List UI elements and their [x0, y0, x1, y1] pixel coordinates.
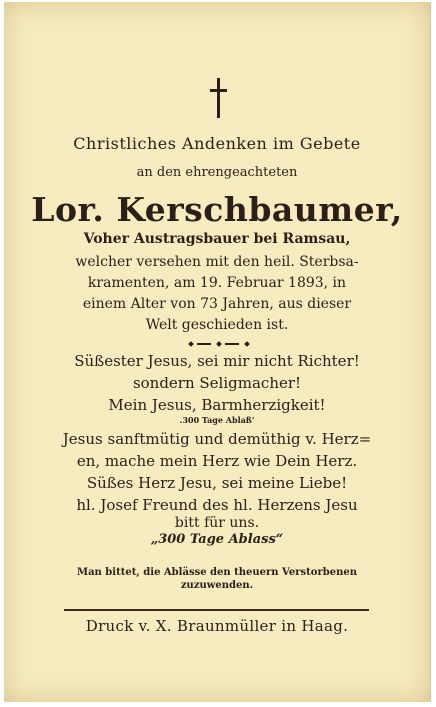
body-line: welcher versehen mit den heil. Sterbsa-	[75, 254, 359, 270]
indulgence-note: .300 Tage Ablaß'	[179, 415, 255, 425]
deceased-name: Lor. Kerschbaumer,	[31, 190, 403, 229]
prayer-line: sondern Seligmacher!	[132, 374, 302, 392]
prayer-line: Mein Jesus, Barmherzigkeit!	[108, 396, 326, 414]
memorial-card	[4, 2, 431, 702]
body-line: einem Alter von 73 Jahren, aus dieser	[82, 296, 352, 312]
card-heading: Christliches Andenken im Gebete	[73, 134, 361, 153]
printer-credit: Druck v. X. Braunmüller in Haag.	[85, 617, 349, 635]
request-line: Man bittet, die Ablässe den theuern Verstorbenen	[77, 567, 357, 578]
ornament-divider	[189, 341, 253, 347]
occupation-line: Voher Austragsbauer bei Ramsau,	[83, 231, 351, 247]
cross-icon	[208, 78, 228, 118]
body-line: Welt geschieden ist.	[145, 317, 289, 333]
card-content	[4, 2, 430, 702]
prayer-line: bitt für uns.	[174, 515, 260, 531]
divider-rule	[64, 609, 369, 611]
prayer-line: hl. Josef Freund des hl. Herzens Jesu	[76, 496, 358, 514]
indulgence-note: „300 Tage Ablass“	[150, 532, 284, 547]
intro-line: an den ehrengeachteten	[136, 165, 298, 180]
request-line: zuzuwenden.	[180, 580, 254, 591]
prayer-line: Jesus sanftmütig und demüthig v. Herz=	[62, 430, 372, 448]
prayer-line: Süßes Herz Jesu, sei meine Liebe!	[86, 474, 348, 492]
body-line: kramenten, am 19. Februar 1893, in	[87, 275, 347, 291]
prayer-line: Süßester Jesus, sei mir nicht Richter!	[74, 352, 360, 370]
prayer-line: en, mache mein Herz wie Dein Herz.	[76, 452, 358, 470]
